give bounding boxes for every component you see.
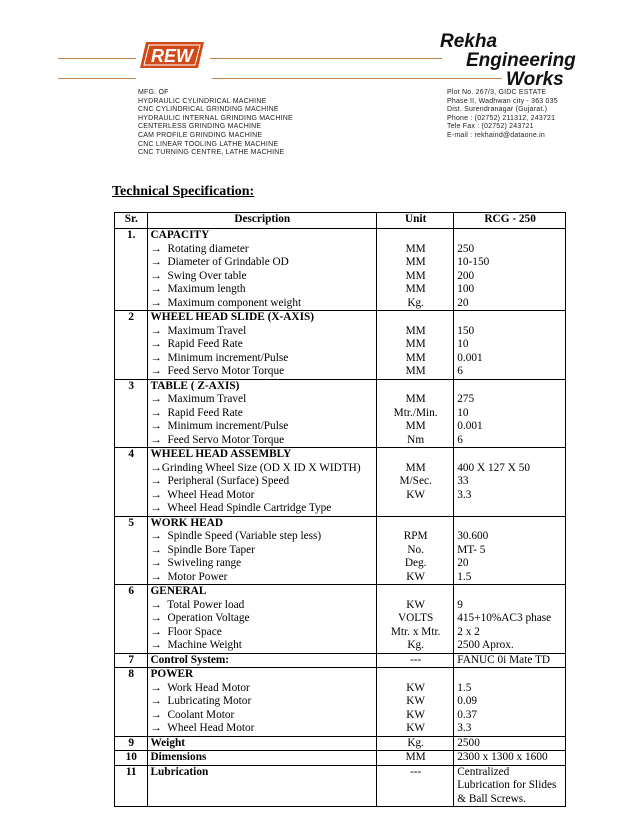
spec-value: 0.001 <box>457 351 483 364</box>
spec-item <box>151 283 375 297</box>
arrow-icon: → <box>150 722 162 734</box>
spec-item <box>151 557 375 571</box>
unit-value <box>380 502 451 516</box>
spec-item-label: Feed Servo Motor Torque <box>161 433 285 446</box>
spec-item <box>151 325 375 339</box>
unit-value: No. <box>407 543 424 556</box>
arrow-icon: → <box>150 296 162 309</box>
spec-item-label: Minimum increment/Pulse <box>161 351 289 364</box>
spec-item <box>151 420 375 434</box>
arrow-icon: → <box>150 681 162 694</box>
spec-item <box>151 352 375 366</box>
arrow-icon: → <box>150 598 162 611</box>
row-value <box>454 516 566 585</box>
spacer <box>457 311 563 325</box>
spacer <box>380 448 451 462</box>
arrow-icon: → <box>150 708 162 721</box>
spec-item <box>151 639 375 653</box>
unit-value: MM <box>405 393 426 405</box>
section-title: WORK HEAD <box>150 516 223 529</box>
spacer <box>457 229 563 243</box>
spec-item <box>151 393 375 407</box>
spec-value: 2500 Aprox. <box>457 639 514 651</box>
address-line: E-mail : rekhaind@dataone.in <box>447 131 545 139</box>
section-title: GENERAL <box>150 585 207 597</box>
spec-item-label: Wheel Head Motor <box>161 722 255 734</box>
unit-value: MM <box>405 351 426 364</box>
row-unit <box>377 668 454 737</box>
spec-value: 150 <box>457 324 475 337</box>
unit-value: MM <box>405 256 426 268</box>
row-unit <box>377 751 454 766</box>
row-value <box>454 448 566 517</box>
row-number: 10 <box>115 751 148 766</box>
arrow-icon: → <box>150 502 162 514</box>
row-value <box>454 668 566 737</box>
spec-item-label: Grinding Wheel Size (OD X ID X WIDTH) <box>161 461 361 474</box>
row-unit <box>377 229 454 311</box>
row-value <box>454 653 566 668</box>
spec-item <box>151 682 375 696</box>
company-name-line: Engineering <box>466 50 576 71</box>
unit-value: --- <box>410 653 422 666</box>
table-row <box>115 653 566 668</box>
mfg-line: CENTERLESS GRINDING MACHINE <box>138 123 262 131</box>
mfg-line: CNC LINEAR TOOLING LATHE MACHINE <box>138 140 279 148</box>
company-logo <box>138 38 206 72</box>
mfg-line: HYDRAULIC INTERNAL GRINDING MACHINE <box>138 114 293 122</box>
company-address <box>447 89 558 141</box>
row-value <box>454 311 566 380</box>
row-description <box>147 311 377 380</box>
row-value <box>454 736 566 751</box>
spacer <box>380 668 451 682</box>
row-description <box>147 765 377 807</box>
spec-value: 6 <box>457 433 463 446</box>
col-header-description: Description <box>147 213 377 229</box>
spec-item-label: Work Head Motor <box>161 681 250 694</box>
row-number: 5 <box>115 516 148 585</box>
spacer <box>380 585 451 599</box>
spec-item <box>151 297 375 311</box>
spec-value: 2500 <box>457 736 480 749</box>
section-title: WHEEL HEAD ASSEMBLY <box>150 448 292 460</box>
spacer <box>380 229 451 243</box>
unit-value: Mtr./Min. <box>393 406 438 419</box>
spacer <box>457 448 563 462</box>
arrow-icon: → <box>150 625 162 638</box>
header-rule-left <box>58 58 136 59</box>
row-number: 2 <box>115 311 148 380</box>
spec-value: 33 <box>457 475 469 487</box>
unit-value: --- <box>410 765 422 778</box>
arrow-icon: → <box>150 639 162 651</box>
unit-value: Nm <box>407 433 425 446</box>
mfg-line: CNC TURNING CENTRE, LATHE MACHINE <box>138 149 285 157</box>
spec-item-label: Maximum length <box>161 283 246 295</box>
arrow-icon: → <box>150 557 162 569</box>
table-row <box>115 448 566 517</box>
spacer <box>457 668 563 682</box>
spec-item-label: Maximum component weight <box>161 296 302 309</box>
company-name-line: Rekha <box>440 31 498 52</box>
unit-value: MM <box>405 365 426 377</box>
mfg-line: CAM PROFILE GRINDING MACHINE <box>138 131 263 139</box>
spacer <box>457 585 563 599</box>
spec-value: 100 <box>457 283 475 295</box>
row-unit <box>377 585 454 654</box>
row-number: 6 <box>115 585 148 654</box>
col-header-model: RCG - 250 <box>454 213 566 229</box>
spec-item <box>151 530 375 544</box>
table-row <box>115 751 566 766</box>
spec-value: 6 <box>457 365 463 377</box>
spec-value: 3.3 <box>457 722 472 734</box>
address-line: Phone : (02752) 211312, 243721 <box>447 114 556 122</box>
manufacturing-list <box>138 89 293 158</box>
spacer <box>380 311 451 325</box>
spec-item-label: Rotating diameter <box>161 242 249 255</box>
row-number: 4 <box>115 448 148 517</box>
spec-item <box>151 270 375 284</box>
spec-item-label: Wheel Head Motor <box>161 488 255 501</box>
arrow-icon: → <box>150 420 162 432</box>
spec-value: 2 x 2 <box>457 625 480 638</box>
mfg-line: CNC CYLINDRICAL GRINDING MACHINE <box>138 106 279 114</box>
unit-value: RPM <box>403 530 428 542</box>
arrow-icon: → <box>150 256 162 268</box>
spec-value: 1.5 <box>457 570 472 583</box>
spec-value: 9 <box>457 598 463 611</box>
spec-item-label: Motor Power <box>161 570 228 583</box>
unit-value: MM <box>405 461 426 474</box>
spec-item-label: Rapid Feed Rate <box>161 406 243 419</box>
section-title: TABLE ( Z-AXIS) <box>150 379 240 392</box>
unit-value: MM <box>405 420 426 432</box>
table-row <box>115 765 566 807</box>
arrow-icon: → <box>150 365 162 377</box>
unit-value: KW <box>406 681 426 694</box>
spec-value: FANUC 0i Mate TD <box>457 653 551 666</box>
table-row <box>115 229 566 311</box>
unit-value: Mtr. x Mtr. <box>390 625 441 638</box>
unit-value: MM <box>405 242 426 255</box>
unit-value: MM <box>405 269 426 282</box>
spec-item <box>151 599 375 613</box>
spec-item <box>151 475 375 489</box>
spacer <box>380 380 451 394</box>
address-line: Tele Fax : (02752) 243721 <box>447 123 534 131</box>
spec-item <box>151 626 375 640</box>
section-title: POWER <box>150 668 194 680</box>
row-number: 8 <box>115 668 148 737</box>
arrow-icon: → <box>150 543 162 556</box>
spec-value: 250 <box>457 242 475 255</box>
unit-value: MM <box>405 751 426 763</box>
section-title: Weight <box>150 736 186 749</box>
spec-value: 0.09 <box>457 695 478 707</box>
row-unit <box>377 379 454 448</box>
table-row <box>115 668 566 737</box>
logo-text: REW <box>151 46 193 66</box>
row-unit <box>377 516 454 585</box>
section-title: CAPACITY <box>150 229 210 241</box>
spec-table-body <box>115 229 566 807</box>
header-rule-lower-left <box>58 78 136 79</box>
spec-item-label: Floor Space <box>161 625 222 638</box>
spec-item-label: Swing Over table <box>161 269 247 282</box>
unit-value: Kg. <box>407 639 424 651</box>
spec-item-label: Total Power load <box>161 598 245 611</box>
arrow-icon: → <box>150 461 162 474</box>
arrow-icon: → <box>150 283 162 295</box>
row-unit <box>377 765 454 807</box>
spec-item-label: Maximum Travel <box>161 324 247 337</box>
table-row <box>115 516 566 585</box>
spec-item <box>151 407 375 421</box>
unit-value: M/Sec. <box>399 475 432 487</box>
arrow-icon: → <box>150 612 162 624</box>
unit-value: KW <box>406 570 426 583</box>
row-description <box>147 448 377 517</box>
spec-value: 275 <box>457 393 475 405</box>
spec-item-label: Spindle Speed (Variable step less) <box>161 530 322 542</box>
arrow-icon: → <box>150 433 162 446</box>
row-unit <box>377 736 454 751</box>
spec-item-label: Operation Voltage <box>161 612 250 624</box>
row-description <box>147 751 377 766</box>
unit-value: KW <box>406 708 426 721</box>
spec-value: 400 X 127 X 50 <box>457 461 531 474</box>
spec-item <box>151 544 375 558</box>
spec-value: 20 <box>457 296 469 309</box>
arrow-icon: → <box>150 393 162 405</box>
spec-value: 0.001 <box>457 420 483 432</box>
spec-item <box>151 709 375 723</box>
spec-item-label: Coolant Motor <box>161 708 235 721</box>
row-value <box>454 229 566 311</box>
row-description <box>147 585 377 654</box>
arrow-icon: → <box>150 351 162 364</box>
spec-value: 415+10%AC3 phase <box>457 612 552 624</box>
spec-item <box>151 338 375 352</box>
value-line: & Ball Screws. <box>457 792 526 805</box>
spec-item <box>151 462 375 476</box>
row-value <box>454 379 566 448</box>
spacer <box>457 517 563 531</box>
spec-item-label: Diameter of Grindable OD <box>161 256 289 268</box>
table-row <box>115 379 566 448</box>
spec-item <box>151 695 375 709</box>
unit-value: MM <box>405 324 426 337</box>
mfg-line: MFG. OF <box>138 89 169 96</box>
row-unit <box>377 311 454 380</box>
spec-value: 1.5 <box>457 681 472 694</box>
col-header-unit: Unit <box>377 213 454 229</box>
spec-item-label: Maximum Travel <box>161 393 247 405</box>
arrow-icon: → <box>150 570 162 583</box>
unit-value: KW <box>406 598 426 611</box>
table-row <box>115 311 566 380</box>
unit-value: MM <box>405 283 426 295</box>
address-line: Phase II, Wadhwan city - 363 035 <box>447 97 558 105</box>
row-description <box>147 668 377 737</box>
page-title: Technical Specification: <box>112 184 255 199</box>
unit-value: Kg. <box>407 736 424 749</box>
unit-value: KW <box>406 722 426 734</box>
spec-item <box>151 365 375 379</box>
spec-item <box>151 243 375 257</box>
row-value <box>454 765 566 807</box>
arrow-icon: → <box>150 488 162 501</box>
address-line: Dist. Surendranagar (Gujarat.) <box>447 106 548 114</box>
section-title: Lubrication <box>150 765 209 778</box>
arrow-icon: → <box>150 406 162 419</box>
row-description <box>147 516 377 585</box>
section-title: Control System: <box>150 653 230 666</box>
row-number: 9 <box>115 736 148 751</box>
spacer <box>457 380 563 394</box>
spec-value: 2300 x 1300 x 1600 <box>457 751 548 763</box>
spec-value: 10 <box>457 338 469 350</box>
unit-value: MM <box>405 338 426 350</box>
spec-item-label: Machine Weight <box>161 639 242 651</box>
row-description <box>147 379 377 448</box>
table-row <box>115 585 566 654</box>
spec-item <box>151 489 375 503</box>
row-description <box>147 736 377 751</box>
row-number: 7 <box>115 653 148 668</box>
row-number: 11 <box>115 765 148 807</box>
row-number: 1. <box>115 229 148 311</box>
spec-item-label: Swiveling range <box>161 557 242 569</box>
arrow-icon: → <box>150 324 162 337</box>
spec-item <box>151 256 375 270</box>
spec-item-label: Peripheral (Surface) Speed <box>161 475 290 487</box>
spec-item <box>151 434 375 448</box>
value-line: Lubrication for Slides <box>457 779 557 791</box>
spec-value: 30.600 <box>457 530 489 542</box>
col-header-sr: Sr. <box>115 213 148 229</box>
arrow-icon: → <box>150 242 162 255</box>
spec-value: MT- 5 <box>457 543 486 556</box>
value-line: Centralized <box>457 765 510 778</box>
arrow-icon: → <box>150 530 162 542</box>
row-unit <box>377 448 454 517</box>
arrow-icon: → <box>150 695 162 707</box>
address-line: Plot No. 267/3, GIDC ESTATE <box>447 89 547 96</box>
row-number: 3 <box>115 379 148 448</box>
spec-value: 10-150 <box>457 256 490 268</box>
spec-value <box>457 502 563 516</box>
spec-item-label: Feed Servo Motor Torque <box>161 365 285 377</box>
row-value <box>454 585 566 654</box>
table-header-row <box>115 213 566 229</box>
row-description <box>147 653 377 668</box>
arrow-icon: → <box>150 269 162 282</box>
spec-item <box>151 502 375 516</box>
mfg-line: HYDRAULIC CYLINDRICAL MACHINE <box>138 97 267 105</box>
section-title: WHEEL HEAD SLIDE (X-AXIS) <box>150 311 315 323</box>
arrow-icon: → <box>150 338 162 350</box>
unit-value: VOLTS <box>397 612 434 624</box>
spec-item <box>151 571 375 585</box>
spec-value: 10 <box>457 406 469 419</box>
row-description <box>147 229 377 311</box>
spec-table <box>114 212 566 807</box>
spec-value: 20 <box>457 557 469 569</box>
spec-item-label: Rapid Feed Rate <box>161 338 243 350</box>
spec-item-label: Lubricating Motor <box>161 695 252 707</box>
unit-value: KW <box>406 695 426 707</box>
arrow-icon: → <box>150 475 162 487</box>
table-row <box>115 736 566 751</box>
spec-item-label: Minimum increment/Pulse <box>161 420 289 432</box>
company-name <box>440 32 576 89</box>
row-unit <box>377 653 454 668</box>
spacer <box>380 517 451 531</box>
spec-item-label: Spindle Bore Taper <box>161 543 255 556</box>
header-rule-middle <box>210 58 442 59</box>
spec-value: 3.3 <box>457 488 472 501</box>
row-value <box>454 751 566 766</box>
spec-value: 0.37 <box>457 708 478 721</box>
spec-item-label: Wheel Head Spindle Cartridge Type <box>161 502 332 514</box>
unit-value: KW <box>406 488 426 501</box>
unit-value: Deg. <box>404 557 427 569</box>
company-name-line: Works <box>506 69 564 90</box>
unit-value: Kg. <box>407 296 424 309</box>
spec-item <box>151 722 375 736</box>
spec-value: 200 <box>457 269 475 282</box>
section-title: Dimensions <box>150 751 207 763</box>
spec-item <box>151 612 375 626</box>
